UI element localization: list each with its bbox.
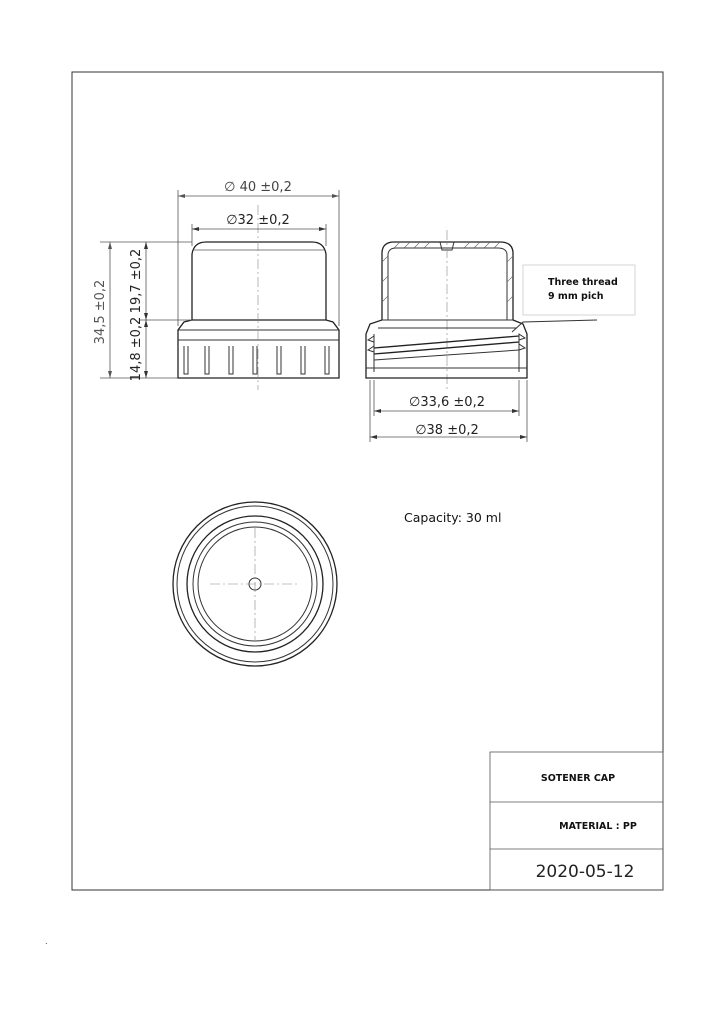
grip-ribs (184, 346, 329, 374)
title-block (490, 752, 663, 890)
capacity-label: Capacity: 30 ml (404, 510, 502, 525)
dimension-lower-height: 14,8 ±0,2 (129, 316, 144, 382)
title-block-part-name: SOTENER CAP (540, 773, 616, 784)
front-view (93, 180, 339, 390)
thread-lines (368, 334, 525, 360)
title-block-date: 2020-05-12 (535, 862, 635, 882)
dimension-top-diameter: ∅32 ±0,2 (226, 213, 290, 228)
thread-note-box (523, 265, 635, 315)
dimension-outer-diameter: ∅ 40 ±0,2 (224, 180, 292, 195)
drawing-frame (72, 72, 663, 890)
section-hatch (382, 242, 513, 302)
thread-note-line1: Three thread (548, 277, 618, 288)
dimension-thread-diameter: ∅38 ±0,2 (415, 423, 479, 438)
footer-mark: . (45, 937, 48, 946)
section-view (366, 230, 635, 442)
note-leader-line (512, 320, 597, 332)
dimension-total-height: 34,5 ±0,2 (93, 279, 108, 345)
dimension-inner-diameter: ∅33,6 ±0,2 (409, 395, 485, 410)
dimension-upper-height: 19,7 ±0,2 (129, 248, 144, 314)
thread-note-line2: 9 mm pich (548, 291, 604, 302)
top-view (173, 502, 337, 666)
title-block-material: MATERIAL : PP (559, 821, 637, 832)
